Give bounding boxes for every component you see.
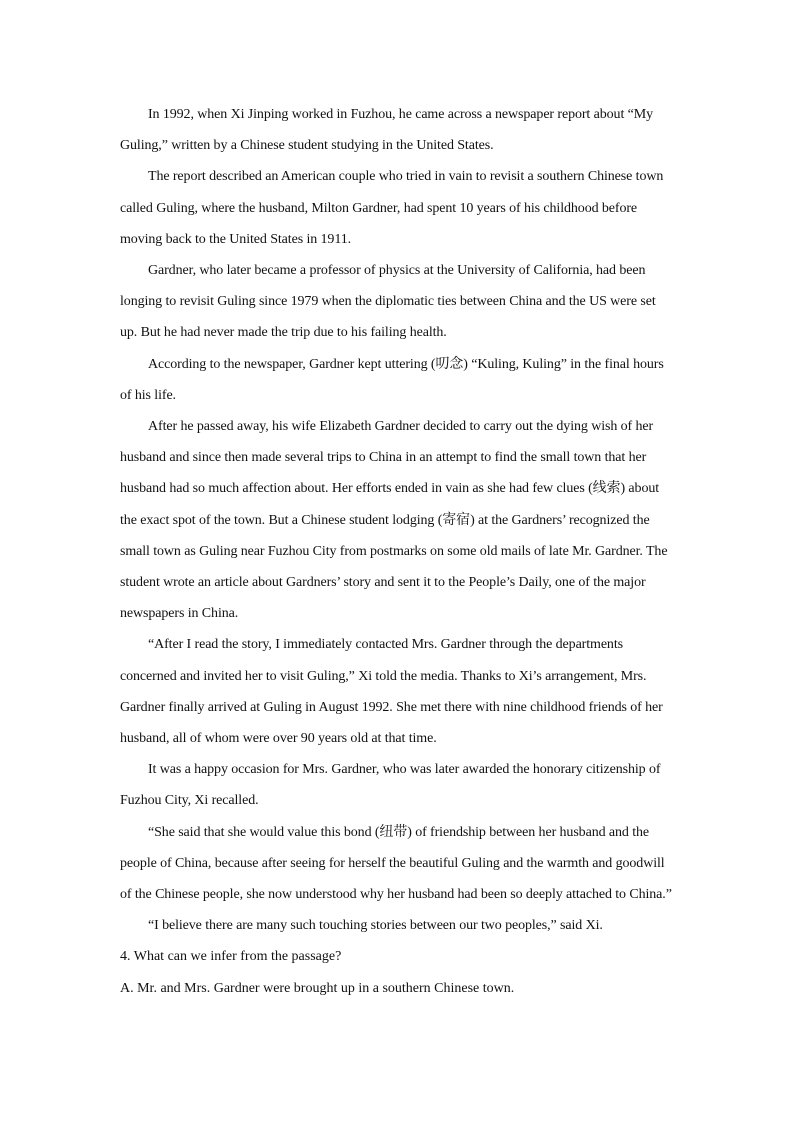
paragraph: “She said that she would value this bond (纽带) of friendship between her husband and the people of China, because after seeing for herself the beautiful Guling and the warmth and goodwill of the Chinese people, she now understood why her husband had been so deeply attached to China.” [120, 824, 672, 903]
paragraph: According to the newspaper, Gardner kept uttering (叨念) “Kuling, Kuling” in the final hours of his life. [120, 356, 664, 403]
paragraph: The report described an American couple who tried in vain to revisit a southern Chinese town called Guling, where the husband, Milton Gardner, had spent 10 years of his childhood before moving back to the United States in 1911. [120, 169, 664, 247]
document-page [120, 99, 676, 1004]
paragraph: After he passed away, his wife Elizabeth Gardner decided to carry out the dying wish of her husband and since then made several trips to China in an attempt to find the small town that her husband had so much affection about. Her efforts ended in vain as she had few clues (线索) about the exact spot of the town. But a Chinese student lodging (寄宿) at the Gardners’ recognized the small town as Guling near Fuzhou City from postmarks on some old mails of late Mr. Gardner. The student wrote an article about Gardners’ story and sent it to the People’s Daily, one of the major newspapers in China. [120, 419, 668, 622]
paragraph: Gardner, who later became a professor of physics at the University of California, had been longing to revisit Guling since 1979 when the diplomatic ties between China and the US were set up. But he had never made the trip due to his failing health. [120, 263, 656, 341]
paragraph: “After I read the story, I immediately contacted Mrs. Gardner through the departments concerned and invited her to visit Guling,” Xi told the media. Thanks to Xi’s arrangement, Mrs. Gardner finally arrived at Guling in August 1992. She met there with nine childhood friends of her husband, all of whom were over 90 years old at that time. [120, 637, 663, 747]
paragraph: “I believe there are many such touching stories between our two peoples,” said Xi. [148, 918, 603, 934]
answer-option-a: A. Mr. and Mrs. Gardner were brought up in a southern Chinese town. [120, 980, 515, 996]
question-stem: 4. What can we infer from the passage? [120, 949, 342, 965]
paragraph: In 1992, when Xi Jinping worked in Fuzhou, he came across a newspaper report about “My Guling,” written by a Chinese student studying in the United States. [120, 107, 653, 154]
paragraph: It was a happy occasion for Mrs. Gardner, who was later awarded the honorary citizenship of Fuzhou City, Xi recalled. [120, 762, 661, 809]
